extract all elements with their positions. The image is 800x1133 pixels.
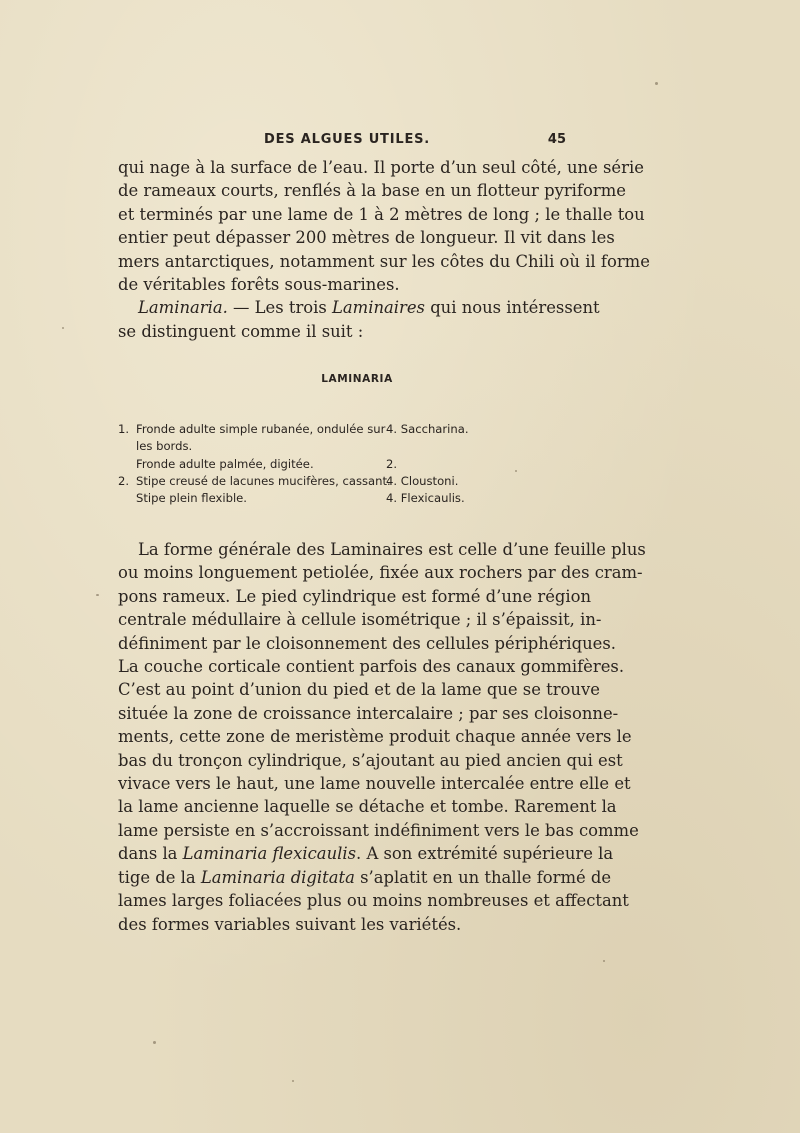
key-description: Fronde adulte palmée, digitée.: [136, 456, 314, 471]
key-row: [118, 490, 558, 507]
text-line: mers antarctiques, notamment sur les côtes du Chili où il forme: [118, 251, 650, 271]
text-line-laminaria: [118, 296, 600, 319]
key-reference: 2.: [386, 456, 398, 471]
species-name: Laminaria flexicaulis: [182, 844, 357, 864]
text-line: de rameaux courts, renflés à la base en un flotteur pyriforme: [118, 181, 626, 201]
genus-name: Laminaria.: [138, 298, 228, 318]
key-description: les bords.: [136, 439, 193, 454]
text-line: située la zone de croissance intercalaire ; par ses cloisonne-: [118, 703, 619, 723]
text-line: ou moins longuement petiolée, fixée aux rochers par des cram-: [118, 563, 643, 583]
key-number: 1.: [118, 422, 130, 436]
key-row: [118, 421, 558, 438]
key-number: 2.: [118, 473, 130, 488]
text-line: bas du tronçon cylindrique, s’ajoutant au pied ancien qui est: [118, 750, 623, 770]
identification-key: [118, 421, 558, 507]
text-line: ments, cette zone de meristème produit chaque année vers le: [118, 727, 632, 747]
text-fragment: tige de la: [118, 867, 201, 887]
key-description: Stipe plein flexible.: [136, 491, 247, 506]
text-line: définiment par le cloisonnement des cellules périphériques.: [118, 633, 616, 653]
key-description: Stipe creusé de lacunes mucifères, cassant.: [136, 473, 391, 488]
text-line: vivace vers le haut, une lame nouvelle intercalée entre elle et: [118, 774, 631, 794]
text-line: qui nage à la surface de l’eau. Il porte d’un seul côté, une série: [118, 158, 644, 177]
key-title-text: LAMINARIA: [321, 373, 393, 385]
text-line: la lame ancienne laquelle se détache et tombe. Rarement la: [118, 797, 617, 817]
text-line: C’est au point d’union du pied et de la lame que se trouve: [118, 680, 600, 700]
text-fragment: qui nous intéressent: [424, 298, 600, 318]
text-line: pons rameux. Le pied cylindrique est formé d’une région: [118, 586, 592, 606]
paper-speck: [603, 960, 605, 962]
page-number: 45: [547, 132, 566, 147]
text-fragment: . A son extrémité supérieure la: [356, 844, 614, 864]
text-line: de véritables forêts sous-marines.: [118, 275, 400, 295]
page-header: [118, 132, 566, 152]
paper-speck: [96, 594, 99, 596]
paper-speck: [153, 1041, 156, 1044]
species-name: Laminaria digitata: [200, 867, 355, 887]
key-row: [118, 473, 558, 490]
key-row: [118, 456, 558, 473]
running-head: DES ALGUES UTILES.: [264, 132, 431, 147]
text-line: et terminés par une lame de 1 à 2 mètres de long ; le thalle tou: [118, 204, 645, 224]
genus-name: Laminaires: [332, 298, 425, 318]
text-line: des formes variables suivant les variétés.: [118, 914, 462, 934]
text-line: lame persiste en s’accroissant indéfiniment vers le bas comme: [118, 820, 639, 840]
text-fragment: dans la: [118, 844, 183, 864]
key-reference: 4. Saccharina.: [386, 422, 469, 436]
text-line: La couche corticale contient parfois des canaux gommifères.: [118, 657, 625, 677]
paper-speck: [292, 1080, 294, 1082]
text-line-flexicaulis: [118, 842, 614, 865]
text-fragment: s’aplatit en un thalle formé de: [354, 867, 612, 887]
key-row: [118, 438, 558, 455]
key-title: [0, 373, 800, 385]
paragraph-2: [118, 538, 646, 936]
text-line: se distinguent comme il suit :: [118, 321, 364, 341]
text-line: La forme générale des Laminaires est celle d’une feuille plus: [138, 540, 646, 559]
paper-speck: [62, 327, 64, 329]
key-description: Fronde adulte simple rubanée, ondulée sur: [136, 422, 386, 436]
paper-speck: [655, 82, 658, 85]
paragraph-1: [118, 156, 650, 343]
text-line: entier peut dépasser 200 mètres de longueur. Il vit dans les: [118, 228, 615, 248]
text-line-digitata: [118, 866, 612, 889]
text-line: lames larges foliacées plus ou moins nombreuses et affectant: [118, 891, 629, 911]
key-reference: 4. Cloustoni.: [386, 473, 459, 488]
text-line: centrale médullaire à cellule isométrique ; il s’épaissit, in-: [118, 610, 602, 630]
paper-speck: [515, 470, 517, 472]
key-reference: 4. Flexicaulis.: [386, 491, 465, 506]
text-fragment: — Les trois: [227, 298, 333, 318]
